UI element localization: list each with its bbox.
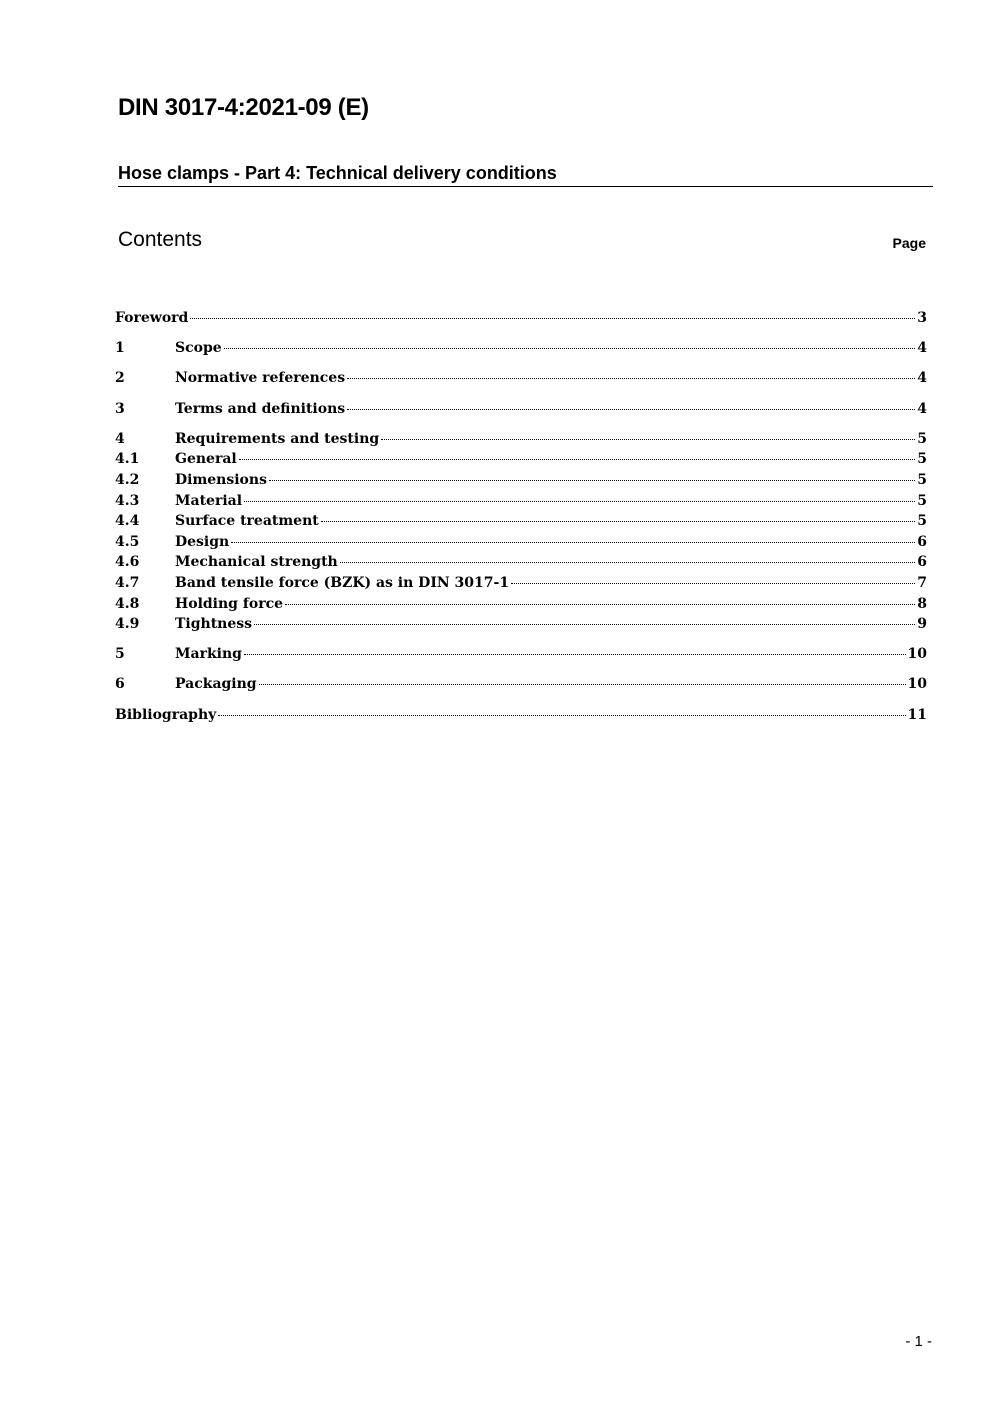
toc-dot-leader [239, 458, 916, 460]
toc-dot-leader [381, 438, 915, 440]
toc-entry-bibliography[interactable] [115, 705, 927, 726]
page-number: - 1 - [905, 1333, 932, 1350]
toc-entry-page: 10 [907, 646, 927, 663]
toc-entry-number: 4.8 [115, 595, 140, 612]
toc-dot-leader [269, 479, 915, 481]
toc-entry-number: 4.9 [115, 616, 140, 633]
toc-entry-page: 6 [917, 554, 927, 571]
toc-entry-number: 2 [115, 370, 125, 387]
toc-entry-general[interactable] [115, 449, 927, 470]
toc-entry-page: 5 [917, 492, 927, 509]
toc-entry-number: 4.7 [115, 574, 140, 591]
toc-entry-title: Mechanical strength [175, 554, 338, 571]
toc-dot-leader [259, 683, 906, 685]
toc-dot-leader [347, 408, 915, 410]
toc-entry-number: 4.3 [115, 492, 140, 509]
toc-entry-surface-treatment[interactable] [115, 511, 927, 532]
toc-entry-band-tensile-force[interactable] [115, 573, 927, 594]
toc-entry-foreword[interactable] [115, 308, 927, 329]
toc-entry-title: General [175, 451, 237, 468]
toc-entry-title: Packaging [175, 676, 257, 693]
toc-dot-leader [347, 377, 915, 379]
toc-entry-page: 7 [917, 574, 927, 591]
document-id: DIN 3017-4:2021-09 (E) [118, 94, 369, 121]
toc-entry-title: Surface treatment [175, 513, 319, 530]
page-column-heading: Page [892, 235, 926, 251]
toc-entry-page: 5 [917, 513, 927, 530]
toc-entry-page: 11 [907, 706, 927, 723]
toc-dot-leader [511, 582, 915, 584]
toc-entry-page: 9 [917, 616, 927, 633]
toc-dot-leader [340, 561, 916, 563]
toc-entry-title: Foreword [115, 310, 189, 326]
toc-entry-page: 4 [917, 370, 927, 387]
document-title: Hose clamps - Part 4: Technical delivery conditions [118, 163, 933, 187]
toc-entry-number: 4.1 [115, 451, 140, 468]
toc-entry-title: Material [175, 492, 243, 509]
toc-entry-title: Dimensions [175, 471, 267, 488]
toc-entry-page: 5 [917, 430, 927, 447]
toc-entry-title: Marking [175, 646, 242, 663]
toc-entry-dimensions[interactable] [115, 470, 927, 491]
toc-entry-number: 4.2 [115, 471, 140, 488]
toc-entry-requirements-and-testing[interactable] [115, 429, 927, 450]
toc-entry-packaging[interactable] [115, 674, 927, 695]
toc-entry-title: Requirements and testing [175, 430, 380, 447]
toc-entry-title: Bibliography [115, 706, 217, 723]
toc-entry-mechanical-strength[interactable] [115, 552, 927, 573]
toc-entry-number: 4.6 [115, 554, 140, 571]
toc-entry-normative-references[interactable] [115, 368, 927, 389]
toc-dot-leader [254, 623, 915, 625]
toc-entry-title: Terms and definitions [175, 400, 346, 417]
toc-entry-title: Tightness [175, 616, 253, 633]
toc-entry-material[interactable] [115, 491, 927, 512]
toc-dot-leader [244, 653, 906, 655]
toc-entry-page: 5 [917, 471, 927, 488]
toc-entry-design[interactable] [115, 532, 927, 553]
toc-entry-page: 5 [917, 451, 927, 468]
toc-entry-number: 4.5 [115, 533, 140, 550]
toc-entry-tightness[interactable] [115, 614, 927, 635]
toc-entry-title: Band tensile force (BZK) as in DIN 3017-1 [175, 574, 510, 591]
toc-entry-title: Design [175, 533, 230, 550]
toc-entry-page: 4 [917, 400, 927, 417]
toc-entry-page: 10 [907, 676, 927, 693]
toc-entry-page: 6 [917, 533, 927, 550]
toc-entry-page: 3 [917, 310, 927, 326]
toc-entry-number: 4 [115, 430, 125, 447]
toc-dot-leader [244, 500, 915, 502]
toc-entry-number: 6 [115, 676, 125, 693]
toc-dot-leader [190, 317, 915, 319]
toc-dot-leader [285, 603, 915, 605]
table-of-contents [115, 308, 927, 725]
toc-entry-page: 8 [917, 595, 927, 612]
toc-entry-number: 1 [115, 340, 125, 357]
toc-dot-leader [224, 347, 916, 349]
toc-entry-title: Normative references [175, 370, 346, 387]
toc-entry-scope[interactable] [115, 338, 927, 359]
toc-dot-leader [218, 714, 905, 716]
toc-entry-title: Scope [175, 340, 222, 357]
toc-entry-title: Holding force [175, 595, 284, 612]
toc-entry-number: 3 [115, 400, 125, 417]
toc-entry-page: 4 [917, 340, 927, 357]
toc-entry-number: 4.4 [115, 513, 140, 530]
toc-entry-terms-and-definitions[interactable] [115, 399, 927, 420]
toc-entry-holding-force[interactable] [115, 594, 927, 615]
toc-dot-leader [231, 541, 915, 543]
toc-entry-marking[interactable] [115, 644, 927, 665]
toc-dot-leader [321, 520, 916, 522]
contents-heading: Contents [118, 228, 203, 251]
toc-entry-number: 5 [115, 646, 125, 663]
